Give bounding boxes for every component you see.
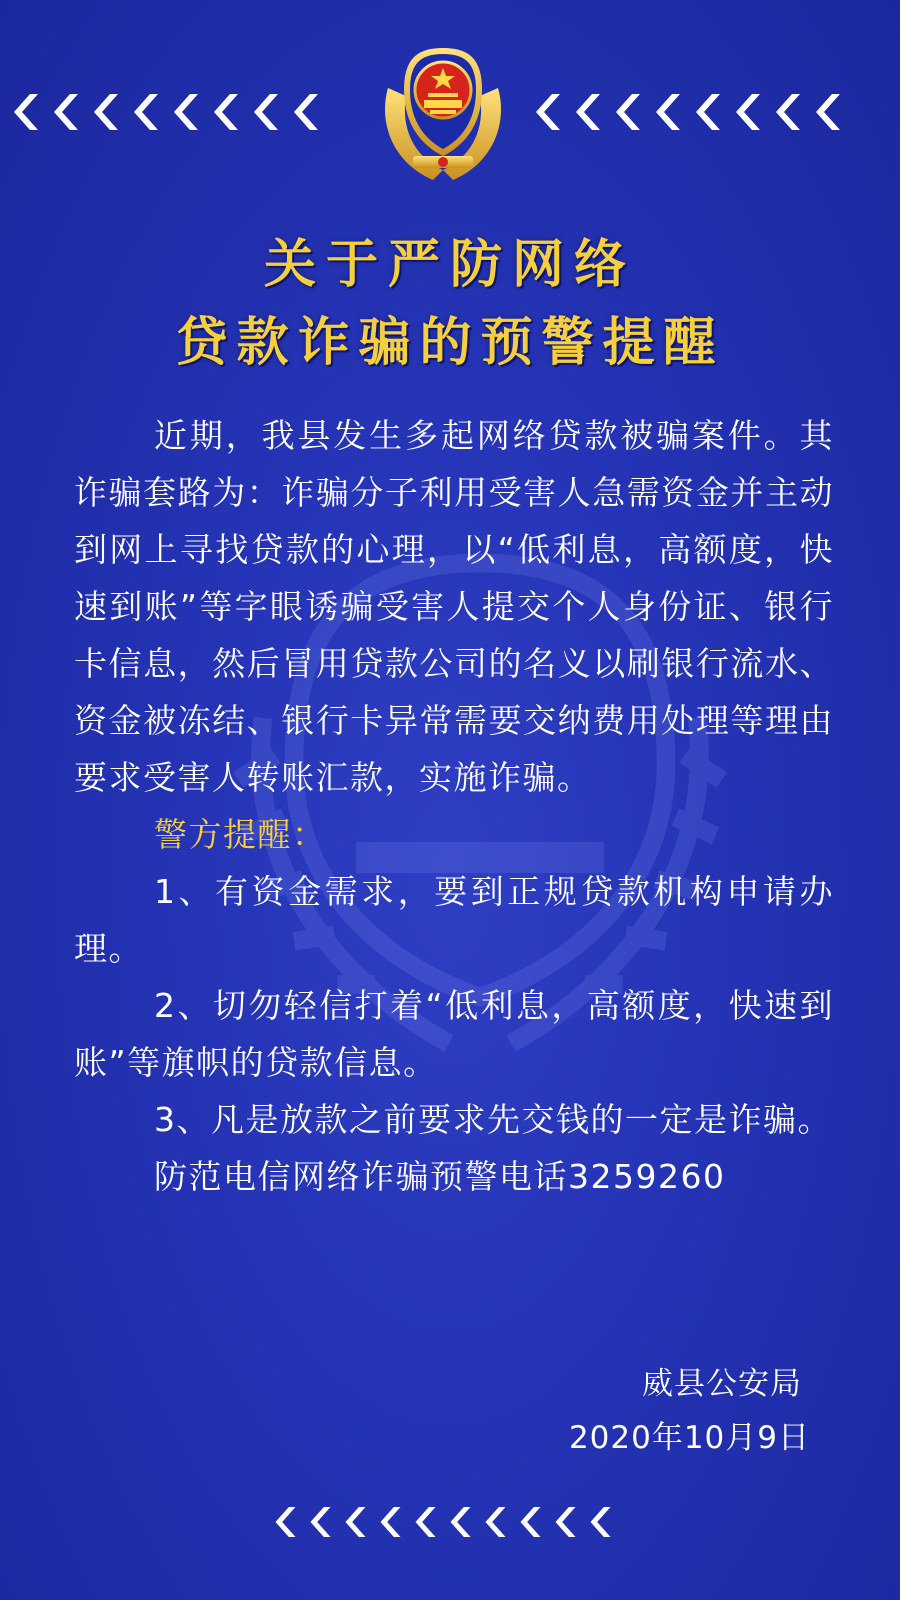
chevron-icon <box>608 88 642 136</box>
chevron-icon <box>478 1502 508 1542</box>
chevron-icon <box>528 88 562 136</box>
header-chevrons-right <box>528 88 842 138</box>
chevron-icon <box>808 88 842 136</box>
chevron-icon <box>46 88 80 136</box>
chevron-icon <box>206 88 240 136</box>
footer-chevrons <box>268 1502 613 1542</box>
chevron-icon <box>86 88 120 136</box>
header-chevrons-left <box>6 88 320 138</box>
police-emblem-icon <box>368 38 518 188</box>
chevron-icon <box>6 88 40 136</box>
chevron-icon <box>688 88 722 136</box>
reminder-heading: 警方提醒： <box>154 815 327 854</box>
chevron-icon <box>246 88 280 136</box>
chevron-icon <box>443 1502 473 1542</box>
chevron-icon <box>583 1502 613 1542</box>
chevron-icon <box>126 88 160 136</box>
chevron-icon <box>548 1502 578 1542</box>
intro-paragraph: 近期，我县发生多起网络贷款被骗案件。其诈骗套路为：诈骗分子利用受害人急需资金并主动到网上寻找贷款的心理，以“低利息，高额度，快速到账”等字眼诱骗受害人提交个人身份证、银行卡信息，然后冒用贷款公司的名义以刷银行流水、资金被冻结、银行卡异常需要交纳费用处理等理由要求受害人转账汇款，实施诈骗。 <box>74 416 834 797</box>
chevron-icon <box>338 1502 368 1542</box>
title-line-2: 贷款诈骗的预警提醒 <box>175 312 725 373</box>
hotline-text: 防范电信网络诈骗预警电话3259260 <box>154 1157 726 1196</box>
chevron-icon <box>728 88 762 136</box>
chevron-icon <box>373 1502 403 1542</box>
notice-body <box>74 407 834 1205</box>
reminder-item-1: 1、有资金需求，要到正规贷款机构申请办理。 <box>74 872 834 968</box>
chevron-icon <box>768 88 802 136</box>
chevron-icon <box>303 1502 333 1542</box>
chevron-icon <box>568 88 602 136</box>
issuer-name: 威县公安局 <box>642 1366 802 1402</box>
chevron-icon <box>513 1502 543 1542</box>
chevron-icon <box>648 88 682 136</box>
reminder-item-3: 3、凡是放款之前要求先交钱的一定是诈骗。 <box>154 1100 832 1139</box>
chevron-icon <box>408 1502 438 1542</box>
issue-date: 2020年10月9日 <box>568 1420 810 1456</box>
chevron-icon <box>268 1502 298 1542</box>
chevron-icon <box>166 88 200 136</box>
reminder-item-2: 2、切勿轻信打着“低利息，高额度，快速到账”等旗帜的贷款信息。 <box>74 986 834 1082</box>
title-line-1: 关于严防网络 <box>263 234 636 295</box>
chevron-icon <box>286 88 320 136</box>
